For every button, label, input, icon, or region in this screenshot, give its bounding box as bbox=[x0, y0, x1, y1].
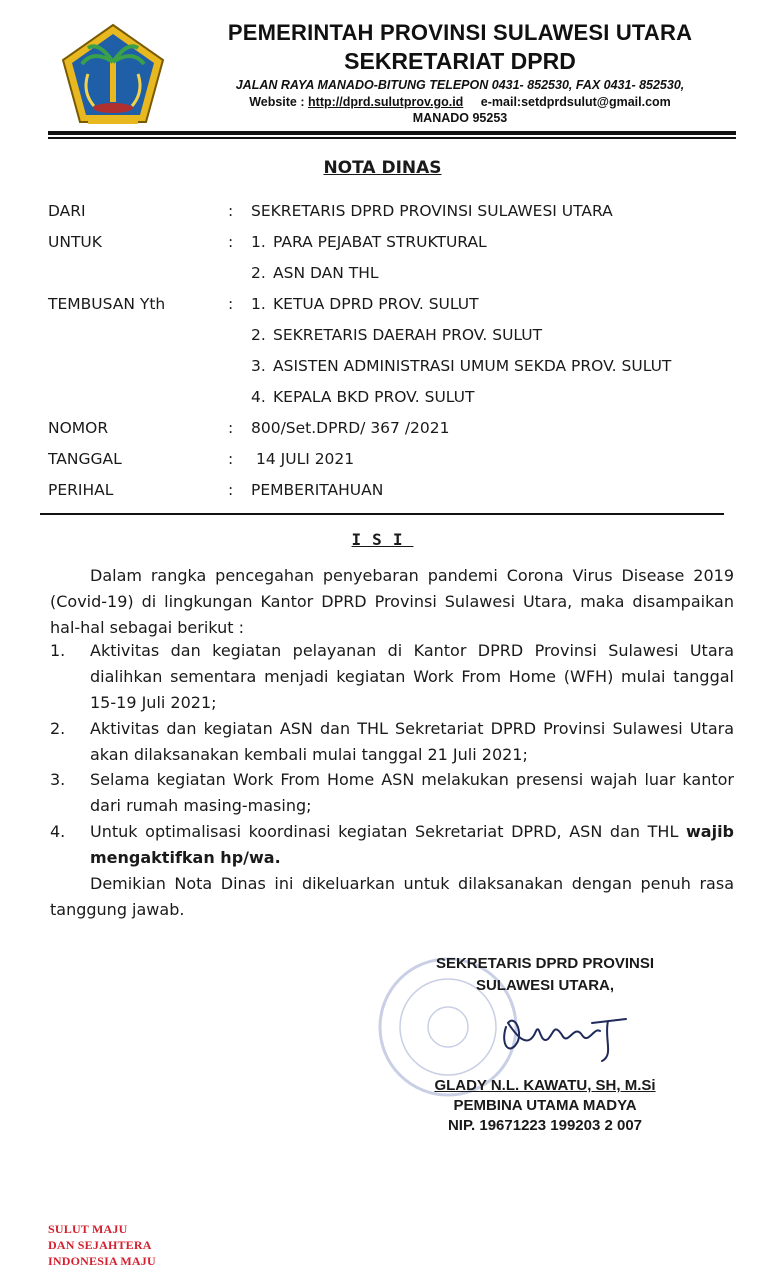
website-link[interactable]: http://dprd.sulutprov.go.id bbox=[308, 95, 464, 109]
letterhead-rule-thick bbox=[48, 131, 736, 135]
letterhead-address: JALAN RAYA MANADO-BITUNG TELEPON 0431- 852530, FAX 0431- 852530, bbox=[235, 78, 685, 92]
field-label-nomor: NOMOR bbox=[48, 419, 109, 437]
signatory-nip: NIP. 19671223 199203 2 007 bbox=[447, 1117, 643, 1134]
handwritten-signature-icon bbox=[496, 1005, 636, 1065]
provincial-emblem-icon bbox=[58, 22, 168, 128]
slogan-line: SULUT MAJU bbox=[48, 1222, 128, 1236]
field-colon: : bbox=[228, 481, 234, 499]
website-label: Website : bbox=[249, 95, 305, 109]
signatory-position-2: SULAWESI UTARA, bbox=[475, 977, 615, 994]
field-value-tanggal: 14 JULI 2021 bbox=[256, 450, 355, 468]
field-label-perihal: PERIHAL bbox=[48, 481, 114, 499]
signatory-name: GLADY N.L. KAWATU, SH, M.Si bbox=[434, 1077, 656, 1094]
emphasis-text: wajib mengaktifkan hp/wa. bbox=[90, 822, 734, 867]
field-colon: : bbox=[228, 202, 234, 220]
slogan-line: DAN SEJAHTERA bbox=[48, 1238, 152, 1252]
tembusan-item: 2. SEKRETARIS DAERAH PROV. SULUT bbox=[251, 326, 543, 344]
isi-heading: ISI bbox=[351, 530, 414, 549]
untuk-item: 1. PARA PEJABAT STRUKTURAL bbox=[251, 233, 487, 251]
slogan-line: INDONESIA MAJU bbox=[48, 1254, 156, 1268]
field-label-dari: DARI bbox=[48, 202, 86, 220]
field-colon: : bbox=[228, 233, 234, 251]
intro-paragraph: Dalam rangka pencegahan penyebaran pandemi Corona Virus Disease 2019 (Covid-19) di lingkungan Kantor DPRD Provinsi Sulawesi Utara, maka disampaikan hal-hal sebagai berikut : bbox=[50, 566, 734, 637]
field-value-nomor: 800/Set.DPRD/ 367 /2021 bbox=[251, 419, 450, 437]
signatory-position: SEKRETARIS DPRD PROVINSI bbox=[435, 955, 655, 972]
letterhead-rule-thin bbox=[48, 137, 736, 139]
letterhead-contacts bbox=[190, 95, 730, 109]
field-value-perihal: PEMBERITAHUAN bbox=[251, 481, 384, 499]
letterhead-government: PEMERINTAH PROVINSI SULAWESI UTARA bbox=[227, 20, 693, 45]
email-text: e-mail:setdprdsulut@gmail.com bbox=[480, 95, 671, 109]
field-value-dari: SEKRETARIS DPRD PROVINSI SULAWESI UTARA bbox=[251, 202, 613, 220]
letterhead-city: MANADO 95253 bbox=[412, 111, 508, 125]
letterhead-office: SEKRETARIAT DPRD bbox=[344, 48, 576, 74]
tembusan-item: 4. KEPALA BKD PROV. SULUT bbox=[251, 388, 475, 406]
tembusan-item: 3. ASISTEN ADMINISTRASI UMUM SEKDA PROV. SULUT bbox=[251, 357, 672, 375]
document-title: NOTA DINAS bbox=[323, 158, 442, 178]
field-label-tanggal: TANGGAL bbox=[48, 450, 122, 468]
untuk-item: 2. ASN DAN THL bbox=[251, 264, 379, 282]
field-label-tembusan: TEMBUSAN Yth bbox=[48, 295, 166, 313]
tembusan-item: 1. KETUA DPRD PROV. SULUT bbox=[251, 295, 479, 313]
field-colon: : bbox=[228, 295, 234, 313]
closing-paragraph: Demikian Nota Dinas ini dikeluarkan untuk dilaksanakan dengan penuh rasa tanggung jawab. bbox=[50, 874, 734, 919]
header-separator bbox=[40, 513, 724, 515]
field-label-untuk: UNTUK bbox=[48, 233, 102, 251]
field-colon: : bbox=[228, 419, 234, 437]
signatory-rank: PEMBINA UTAMA MADYA bbox=[453, 1097, 637, 1114]
field-colon: : bbox=[228, 450, 234, 468]
